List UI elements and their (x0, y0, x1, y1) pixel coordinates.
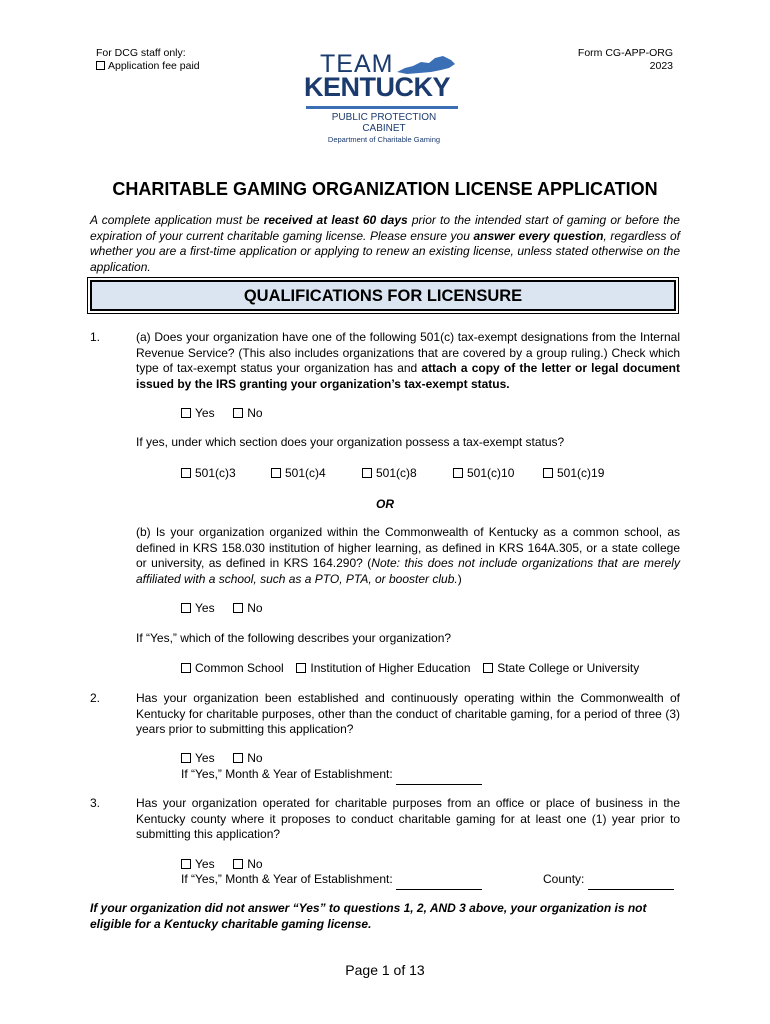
section-501c4-label: 501(c)4 (285, 466, 326, 480)
fee-paid-checkbox[interactable] (96, 61, 105, 70)
intro-part-a: A complete application must be (90, 213, 264, 227)
section-501c3-label: 501(c)3 (195, 466, 236, 480)
staff-only-note (96, 47, 200, 73)
q2-establishment-field[interactable] (396, 769, 482, 785)
state-college-label: State College or University (497, 661, 640, 675)
logo-team-text: TEAM (320, 50, 394, 78)
intro-part-d: answer every question (473, 228, 604, 243)
q3-county-label: County: (543, 872, 585, 886)
form-id-block (560, 47, 673, 73)
staff-only-label: For DCG staff only: (96, 47, 186, 59)
q2-establishment-label: If “Yes,” Month & Year of Establishment: (181, 767, 393, 781)
q1a-no-label: No (247, 406, 263, 420)
logo-line1: PUBLIC PROTECTION (331, 112, 437, 123)
form-id: Form CG-APP-ORG (577, 47, 673, 59)
q1a-text (136, 330, 680, 392)
checkbox[interactable] (453, 468, 463, 478)
q1b-text (136, 525, 680, 587)
eligibility-note: If your organization did not answer “Yes” to questions 1, 2, AND 3 above, your organization is not eligible for a Kentucky charitable gaming license. (90, 901, 647, 931)
or-divider: OR (376, 497, 394, 511)
q3-establishment-label: If “Yes,” Month & Year of Establishment: (181, 872, 393, 886)
q2-yes-no (181, 751, 263, 766)
team-kentucky-logo (300, 50, 470, 150)
q1b-options (181, 661, 639, 676)
q2-yes-checkbox[interactable] (181, 753, 191, 763)
q3-no-checkbox[interactable] (233, 859, 243, 869)
checkbox[interactable] (271, 468, 281, 478)
q1b-note: Note: this does not include organizations that are merely affiliated with a school, such as a PTO, PTA, or booster club. (136, 556, 680, 586)
logo-kentucky-text: KENTUCKY (304, 72, 451, 102)
q1a-bold: attach a copy of the letter or legal document issued by the IRS granting your organization’s tax-exempt status. (136, 361, 680, 391)
q3-county-row (543, 872, 674, 890)
common-school-label: Common School (195, 661, 284, 675)
q3-text: Has your organization operated for charitable purposes from an office or place of business in the Kentucky county where it proposes to conduct charitable gaming for at least one (1) year prior to submitting this application? (136, 796, 680, 841)
fee-paid-label: Application fee paid (108, 60, 200, 72)
q2-yes-label: Yes (195, 751, 215, 765)
q1b-yes-label: Yes (195, 601, 215, 615)
q3-county-field[interactable] (588, 874, 674, 890)
section-501c10-label: 501(c)10 (467, 466, 515, 480)
checkbox[interactable] (181, 468, 191, 478)
intro-paragraph (90, 213, 680, 275)
q1b-end: ) (457, 571, 462, 586)
checkbox[interactable] (543, 468, 553, 478)
logo-line3: Department of Charitable Gaming (327, 135, 441, 144)
q1a-section-prompt: If yes, under which section does your organization possess a tax-exempt status? (136, 435, 565, 449)
checkbox[interactable] (362, 468, 372, 478)
higher-education-checkbox[interactable] (296, 663, 306, 673)
q1a-yes-label: Yes (195, 406, 215, 420)
section-banner (90, 280, 676, 311)
state-college-checkbox[interactable] (483, 663, 493, 673)
q1a-no-checkbox[interactable] (233, 408, 243, 418)
q2-text: Has your organization been established and continuously operating within the Commonwealth of Kentucky for charitable purposes, other than the conduct of charitable gaming, for a period of three (3) years prior to submitting this application? (136, 691, 680, 736)
q1a-section-option (453, 466, 514, 481)
logo-divider (306, 106, 458, 109)
q1a-section-option (362, 466, 417, 481)
q2-number: 2. (90, 691, 101, 705)
q3-number: 3. (90, 796, 101, 810)
q1a-yes-no (181, 406, 263, 421)
q3-no-label: No (247, 857, 263, 871)
fee-paid-row (96, 60, 200, 73)
q2-establishment-row (181, 767, 482, 785)
section-title: QUALIFICATIONS FOR LICENSURE (243, 287, 523, 305)
intro-part-c: prior to the intended start of gaming or before the expiration of your current charitable gaming license. Please ensure you (90, 213, 680, 243)
common-school-checkbox[interactable] (181, 663, 191, 673)
logo-line2: CABINET (362, 123, 406, 134)
q1b-no-checkbox[interactable] (233, 603, 243, 613)
q1a-section-option (543, 466, 604, 481)
section-501c19-label: 501(c)19 (557, 466, 605, 480)
q1b-no-label: No (247, 601, 263, 615)
intro-part-e: , regardless of whether you are a first-time application or applying to renew an existing license, unless stated otherwise on the application. (90, 228, 680, 274)
q3-yes-label: Yes (195, 857, 215, 871)
q1a-body: (a) Does your organization have one of the following 501(c) tax-exempt designations from the Internal Revenue Service? (This also includes organizations that are covered by a group ruling.) Check which type of tax-exempt status your organization has and (136, 330, 680, 375)
q2-no-label: No (247, 751, 263, 765)
q3-establishment-field[interactable] (396, 874, 482, 890)
q1b-body: (b) Is your organization organized within the Commonwealth of Kentucky as a common school, as defined in KRS 158.030 institution of higher learning, as defined in KRS 164A.305, or a state college or university, as defined in KRS 164.290? ( (136, 525, 680, 570)
logo-subtitle (300, 112, 468, 145)
higher-education-label: Institution of Higher Education (310, 661, 471, 675)
q1b-yes-checkbox[interactable] (181, 603, 191, 613)
q1a-section-option (181, 466, 236, 481)
q3-yes-checkbox[interactable] (181, 859, 191, 869)
q1b-yes-no (181, 601, 263, 616)
q3-yes-no (181, 857, 263, 872)
q1-number: 1. (90, 330, 101, 344)
section-501c8-label: 501(c)8 (376, 466, 417, 480)
q2-no-checkbox[interactable] (233, 753, 243, 763)
intro-part-b: received at least 60 days (263, 213, 408, 227)
q1a-yes-checkbox[interactable] (181, 408, 191, 418)
q3-establishment-row (181, 872, 482, 890)
page-number: Page 1 of 13 (345, 962, 425, 978)
page-title: CHARITABLE GAMING ORGANIZATION LICENSE APPLICATION (112, 179, 658, 199)
q1a-section-option (271, 466, 326, 481)
form-year: 2023 (649, 60, 673, 72)
q1b-prompt: If “Yes,” which of the following describes your organization? (136, 631, 452, 645)
